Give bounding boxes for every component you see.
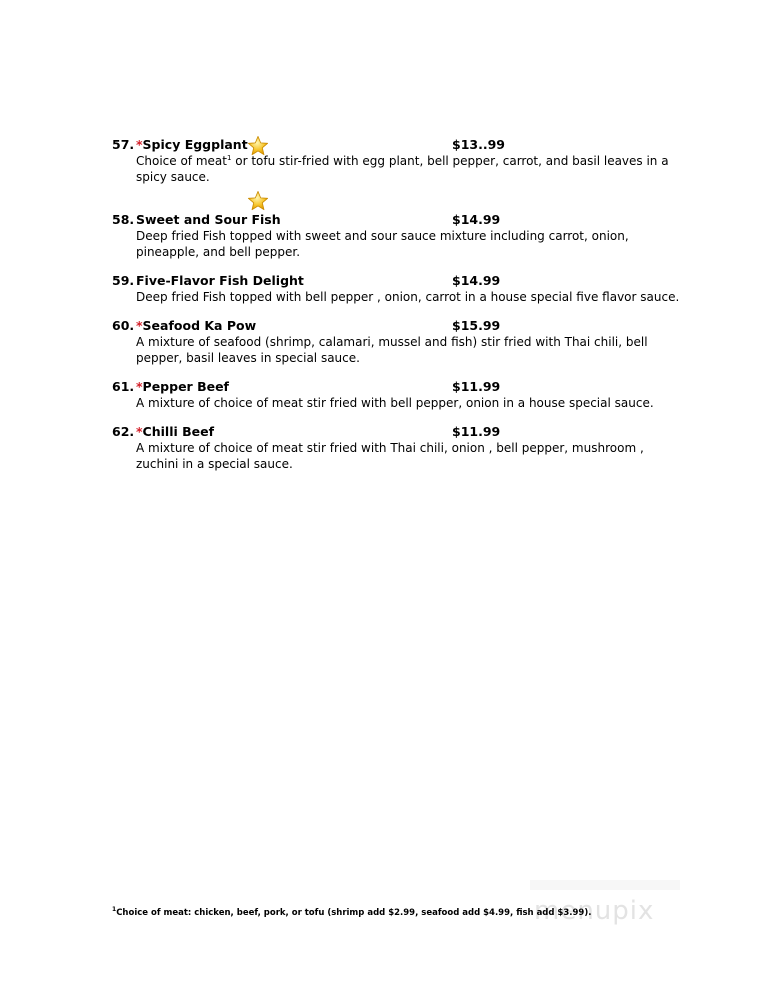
item-description: Deep fried Fish topped with bell pepper , onion, carrot in a house special five flavor sauce.	[136, 290, 680, 304]
item-name: Pepper Beef	[142, 379, 229, 394]
item-name: Seafood Ka Pow	[142, 318, 257, 333]
item-price: $15.99	[452, 318, 501, 333]
item-name: Five-Flavor Fish Delight	[136, 273, 304, 288]
item-description: Deep fried Fish topped with sweet and sour sauce mixture including carrot, onion, pineapple, and bell pepper.	[136, 229, 629, 259]
item-description: Choice of meat$^1$ or tofu stir-fried with egg plant, bell pepper, carrot, and basil leaves in a spicy sauce.	[136, 154, 669, 184]
item-description: A mixture of choice of meat stir fried with bell pepper, onion in a house special sauce.	[136, 396, 654, 410]
item-number: 62.	[112, 424, 135, 439]
spicy-marker: *	[136, 379, 143, 394]
watermark-decoration	[530, 880, 680, 890]
menu-item-61	[112, 379, 692, 411]
menu-item-59	[112, 273, 692, 305]
item-name: Spicy Eggplant	[142, 137, 248, 152]
item-price: $11.99	[452, 379, 501, 394]
menu-item-58	[112, 212, 692, 260]
item-number: 57.	[112, 137, 135, 152]
menu-item-57	[112, 137, 692, 185]
watermark: menupix	[534, 896, 655, 926]
item-number: 59.	[112, 273, 135, 288]
star-icon	[247, 190, 269, 212]
menu-item-62	[112, 424, 692, 472]
menu-item-60	[112, 318, 692, 366]
item-price: $14.99	[452, 273, 501, 288]
footnote: $^1$Choice of meat: chicken, beef, pork, or tofu (shrimp add $2.99, seafood add $4.99, fish add $3.99).	[112, 906, 592, 918]
star-icon	[247, 135, 269, 157]
item-name: Chilli Beef	[142, 424, 215, 439]
item-number: 60.	[112, 318, 135, 333]
spicy-marker: *	[136, 318, 143, 333]
item-price: $13..99	[452, 137, 505, 152]
spicy-marker: *	[136, 137, 143, 152]
item-number: 58.	[112, 212, 135, 227]
item-price: $11.99	[452, 424, 501, 439]
item-description: A mixture of choice of meat stir fried with Thai chili, onion , bell pepper, mushroom , zuchini in a special sauce.	[136, 441, 644, 471]
item-price: $14.99	[452, 212, 501, 227]
spicy-marker: *	[136, 424, 143, 439]
item-description: A mixture of seafood (shrimp, calamari, mussel and fish) stir fried with Thai chili, bell pepper, basil leaves in special sauce.	[136, 335, 648, 365]
item-number: 61.	[112, 379, 135, 394]
item-name: Sweet and Sour Fish	[136, 212, 281, 227]
